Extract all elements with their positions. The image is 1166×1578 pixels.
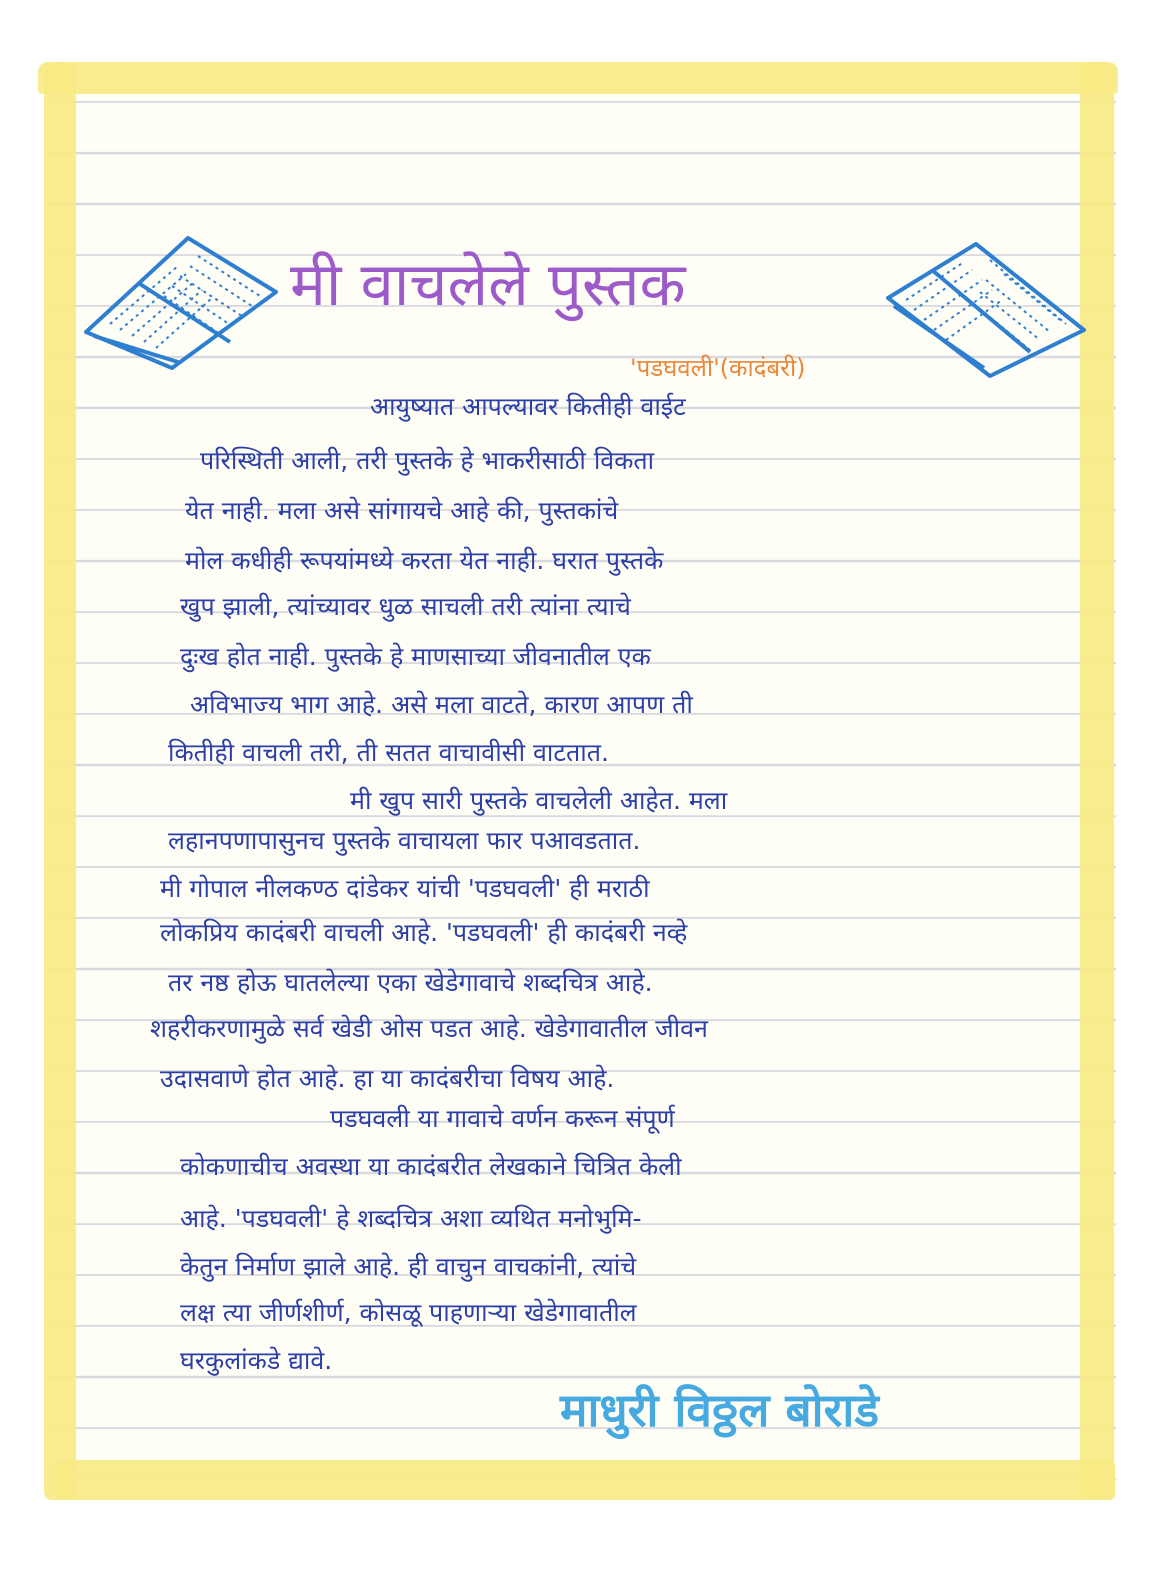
body-line: आयुष्यात आपल्यावर कितीही वाईट: [370, 392, 686, 421]
yellow-border-left: [44, 62, 76, 1500]
body-line: दुःख होत नाही. पुस्तके हे माणसाच्या जीवनातील एक: [180, 642, 651, 671]
body-line: येत नाही. मला असे सांगायचे आहे की, पुस्तकांचे: [185, 496, 619, 525]
page-title: मी वाचलेले पुस्तक: [290, 250, 686, 320]
body-line: मी खुप सारी पुस्तके वाचलेली आहेत. मला: [350, 786, 728, 815]
body-line: कोकणाचीच अवस्था या कादंबरीत लेखकाने चित्रित केली: [180, 1152, 682, 1181]
body-line: उदासवाणे होत आहे. हा या कादंबरीचा विषय आहे.: [160, 1064, 615, 1093]
body-line: घरकुलांकडे द्यावे.: [180, 1346, 333, 1375]
body-line: पडघवली या गावाचे वर्णन करून संपूर्ण: [330, 1104, 675, 1133]
body-line: आहे. 'पडघवली' हे शब्दचित्र अशा व्यथित मनोभुमि-: [180, 1204, 642, 1233]
body-line: खुप झाली, त्यांच्यावर धुळ साचली तरी त्यांना त्याचे: [180, 592, 631, 621]
body-line: मी गोपाल नीलकण्ठ दांडेकर यांची 'पडघवली' ही मराठी: [160, 874, 650, 903]
open-book-icon: [80, 232, 280, 372]
body-line: मोल कधीही रूपयांमध्ये करता येत नाही. घरात पुस्तके: [185, 546, 664, 575]
body-line: तर नष्ठ होऊ घातलेल्या एका खेडेगावाचे शब्दचित्र आहे.: [168, 968, 653, 997]
body-line: परिस्थिती आली, तरी पुस्तके हे भाकरीसाठी विकता: [200, 446, 655, 475]
body-line: लहानपणापासुनच पुस्तके वाचायला फार पआवडतात.: [168, 826, 641, 855]
yellow-border-bottom: [55, 1460, 1115, 1500]
yellow-border-top: [38, 62, 1118, 94]
body-line: लोकप्रिय कादंबरी वाचली आहे. 'पडघवली' ही कादंबरी नव्हे: [160, 918, 688, 947]
body-line: अविभाज्य भाग आहे. असे मला वाटते, कारण आपण ती: [190, 690, 693, 719]
body-line: शहरीकरणामुळे सर्व खेडी ओस पडत आहे. खेडेगावातील जीवन: [150, 1014, 708, 1043]
body-line: लक्ष त्या जीर्णशीर्ण, कोसळू पाहणाऱ्या खेडेगावातील: [180, 1298, 637, 1327]
book-subtitle: 'पडघवली'(कादंबरी): [630, 354, 806, 382]
body-line: केतुन निर्माण झाले आहे. ही वाचुन वाचकांनी, त्यांचे: [180, 1252, 637, 1281]
author-signature: माधुरी विठ्ठल बोराडे: [560, 1383, 879, 1437]
body-line: कितीही वाचली तरी, ती सतत वाचावीसी वाटतात.: [168, 738, 609, 767]
